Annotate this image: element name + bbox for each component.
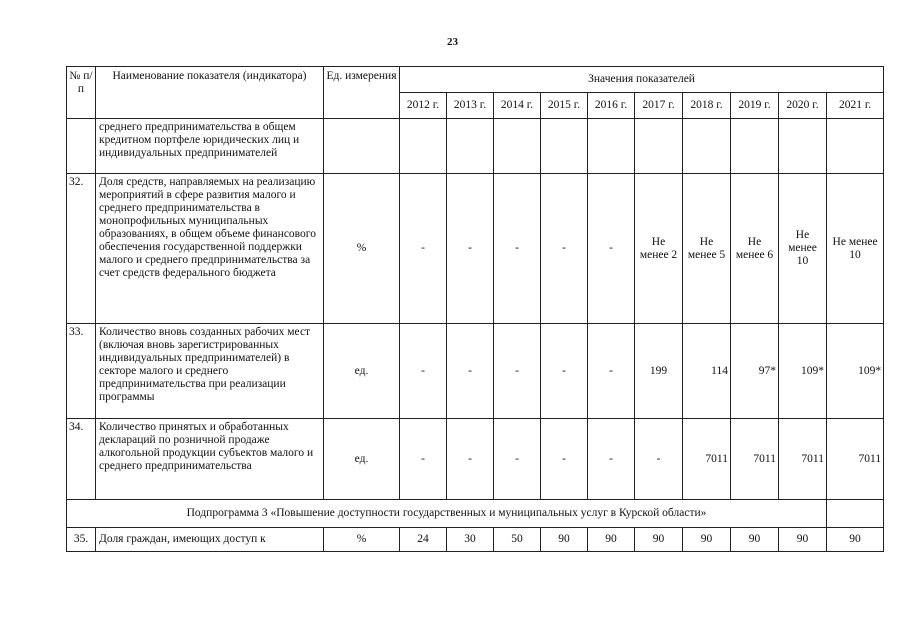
value-cell	[827, 119, 884, 174]
value-cell: -	[400, 324, 447, 419]
value-cell: 30	[447, 528, 494, 552]
value-cell	[588, 119, 635, 174]
header-row	[67, 67, 884, 93]
value-cell: -	[494, 174, 541, 324]
value-cell	[779, 119, 827, 174]
value-cell: 90	[683, 528, 731, 552]
value-cell: 50	[494, 528, 541, 552]
value-cell	[541, 119, 588, 174]
value-cell: -	[588, 174, 635, 324]
value-cell: Не менее 10	[779, 174, 827, 324]
header-name: Наименование показателя (индикатора)	[96, 67, 324, 119]
value-cell: 90	[779, 528, 827, 552]
value-cell: -	[494, 324, 541, 419]
page-number: 23	[447, 36, 458, 48]
value-cell	[400, 119, 447, 174]
value-cell: Не менее 6	[731, 174, 779, 324]
year-cell: 2014 г.	[494, 93, 541, 119]
value-cell: 109*	[827, 324, 884, 419]
header-unit: Ед. измерения	[324, 67, 400, 119]
value-cell: 90	[731, 528, 779, 552]
row-unit: ед.	[324, 419, 400, 500]
table-row	[67, 419, 884, 500]
row-name: Доля граждан, имеющих доступ к	[96, 528, 324, 552]
year-cell: 2018 г.	[683, 93, 731, 119]
row-num: 34.	[67, 419, 96, 500]
value-cell	[635, 119, 683, 174]
year-cell: 2016 г.	[588, 93, 635, 119]
table-row	[67, 528, 884, 552]
value-cell: 7011	[683, 419, 731, 500]
row-name: Количество принятых и обработанных деклараций по розничной продаже алкогольной продукции субъектов малого и среднего предпринимательства	[96, 419, 324, 500]
row-num: 33.	[67, 324, 96, 419]
year-cell: 2019 г.	[731, 93, 779, 119]
value-cell: 90	[635, 528, 683, 552]
value-cell: -	[447, 174, 494, 324]
year-cell: 2021 г.	[827, 93, 884, 119]
value-cell: 7011	[731, 419, 779, 500]
value-cell: 114	[683, 324, 731, 419]
value-cell: -	[588, 419, 635, 500]
value-cell	[683, 119, 731, 174]
table-row	[67, 174, 884, 324]
header-values: Значения показателей	[400, 67, 884, 93]
row-unit	[324, 119, 400, 174]
value-cell: -	[541, 419, 588, 500]
row-name: Количество вновь созданных рабочих мест (включая вновь зарегистрированных индивидуальных предпринимателей) в секторе малого и среднего предпринимательства при реализации программы	[96, 324, 324, 419]
value-cell: Не менее 10	[827, 174, 884, 324]
value-cell: -	[588, 324, 635, 419]
value-cell	[494, 119, 541, 174]
value-cell: -	[541, 174, 588, 324]
table-row	[67, 119, 884, 174]
year-cell: 2017 г.	[635, 93, 683, 119]
value-cell: 24	[400, 528, 447, 552]
row-name: Доля средств, направляемых на реализацию мероприятий в сфере развития малого и среднего предпринимательства в монопрофильных муниципальных образованиях, в общем объеме финансового обеспечения государственной поддержки малого и среднего предпринимательства за счет средств федерального бюджета	[96, 174, 324, 324]
value-cell: 7011	[827, 419, 884, 500]
subprogram-empty-cell	[827, 500, 884, 528]
value-cell	[447, 119, 494, 174]
value-cell: 109*	[779, 324, 827, 419]
year-cell: 2015 г.	[541, 93, 588, 119]
row-num: 35.	[67, 528, 96, 552]
row-num: 32.	[67, 174, 96, 324]
value-cell: 97*	[731, 324, 779, 419]
value-cell: -	[447, 324, 494, 419]
year-cell: 2012 г.	[400, 93, 447, 119]
value-cell: Не менее 2	[635, 174, 683, 324]
value-cell: 7011	[779, 419, 827, 500]
indicators-table	[66, 66, 884, 552]
value-cell: 199	[635, 324, 683, 419]
value-cell: -	[400, 174, 447, 324]
row-unit: %	[324, 174, 400, 324]
row-unit: ед.	[324, 324, 400, 419]
value-cell: -	[447, 419, 494, 500]
value-cell: 90	[588, 528, 635, 552]
row-name: среднего предпринимательства в общем кредитном портфеле юридических лиц и индивидуальных предпринимателей	[96, 119, 324, 174]
year-cell: 2020 г.	[779, 93, 827, 119]
header-num: № п/п	[67, 67, 96, 119]
value-cell	[731, 119, 779, 174]
value-cell: -	[541, 324, 588, 419]
row-num	[67, 119, 96, 174]
value-cell: -	[494, 419, 541, 500]
year-cell: 2013 г.	[447, 93, 494, 119]
value-cell: 90	[541, 528, 588, 552]
subprogram-title: Подпрограмма 3 «Повышение доступности государственных и муниципальных услуг в Курской области»	[67, 500, 827, 528]
value-cell: 90	[827, 528, 884, 552]
subprogram-row	[67, 500, 884, 528]
row-unit: %	[324, 528, 400, 552]
value-cell: -	[400, 419, 447, 500]
value-cell: Не менее 5	[683, 174, 731, 324]
table-row	[67, 324, 884, 419]
value-cell: -	[635, 419, 683, 500]
